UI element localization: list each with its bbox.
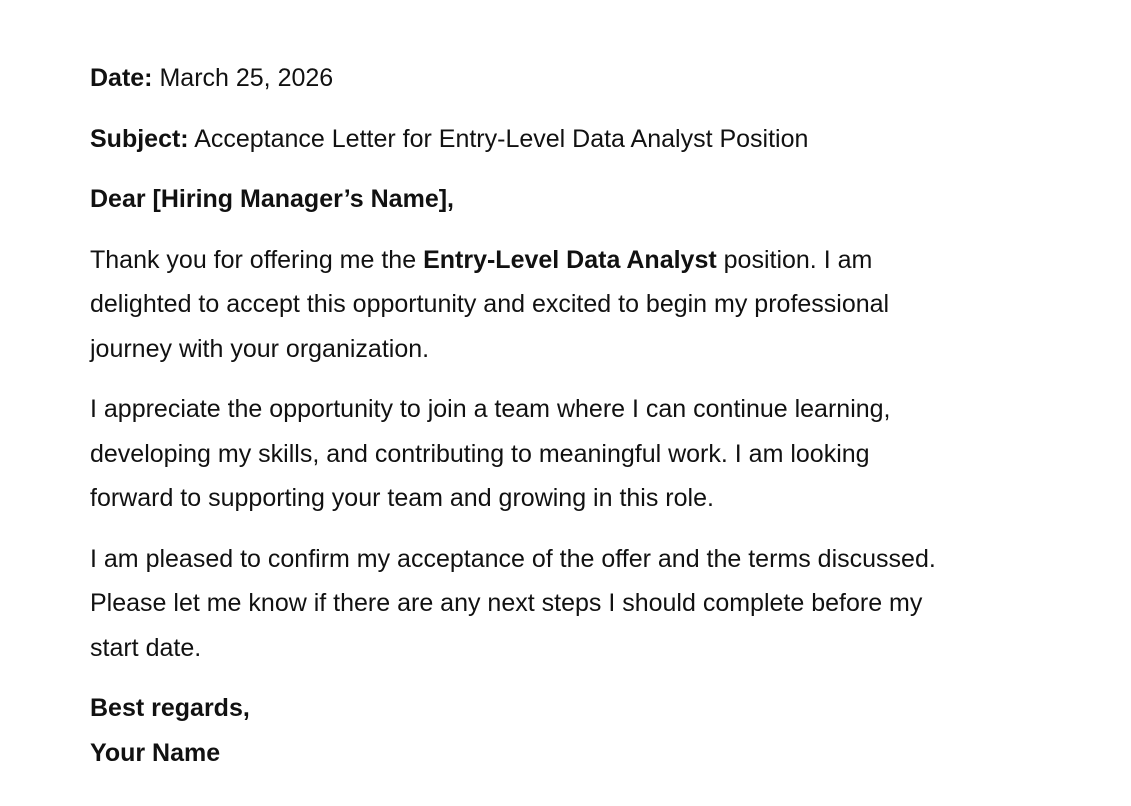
date-label: Date: <box>90 64 153 92</box>
text: position. I am <box>716 245 873 274</box>
subject-line <box>90 117 1131 162</box>
paragraph-1-line-1 <box>90 238 1131 283</box>
date-line <box>90 56 1131 101</box>
paragraph-2-line-2: developing my skills, and contributing to meaningful work. I am looking <box>90 439 870 468</box>
paragraph-2-line-3: forward to supporting your team and growing in this role. <box>90 484 714 512</box>
paragraph-3-line-3: start date. <box>90 633 202 662</box>
paragraph-2 <box>90 387 1131 521</box>
paragraph-3-line-1: I am pleased to confirm my acceptance of the offer and the terms discussed. <box>90 544 936 573</box>
paragraph-1 <box>90 238 1131 372</box>
salutation <box>90 177 1131 222</box>
paragraph-2-line-1: I appreciate the opportunity to join a team where I can continue learning, <box>90 395 891 423</box>
paragraph-1-line-2: delighted to accept this opportunity and excited to begin my professional <box>90 290 890 318</box>
paragraph-3-line-2: Please let me know if there are any next steps I should complete before my <box>90 589 923 617</box>
closing-block <box>90 686 1131 775</box>
salutation-text: Dear [Hiring Manager’s Name], <box>90 185 454 213</box>
signature-name: Your Name <box>90 738 221 767</box>
text: Thank you for offering me the <box>90 245 424 274</box>
subject-label: Subject: <box>90 124 189 153</box>
paragraph-3 <box>90 537 1131 671</box>
closing: Best regards, <box>90 694 250 722</box>
subject-value: Acceptance Letter for Entry-Level Data Analyst Position <box>188 124 809 153</box>
position-title: Entry-Level Data Analyst <box>423 245 717 274</box>
paragraph-1-line-3: journey with your organization. <box>90 334 430 363</box>
date-value: March 25, 2026 <box>152 64 334 92</box>
